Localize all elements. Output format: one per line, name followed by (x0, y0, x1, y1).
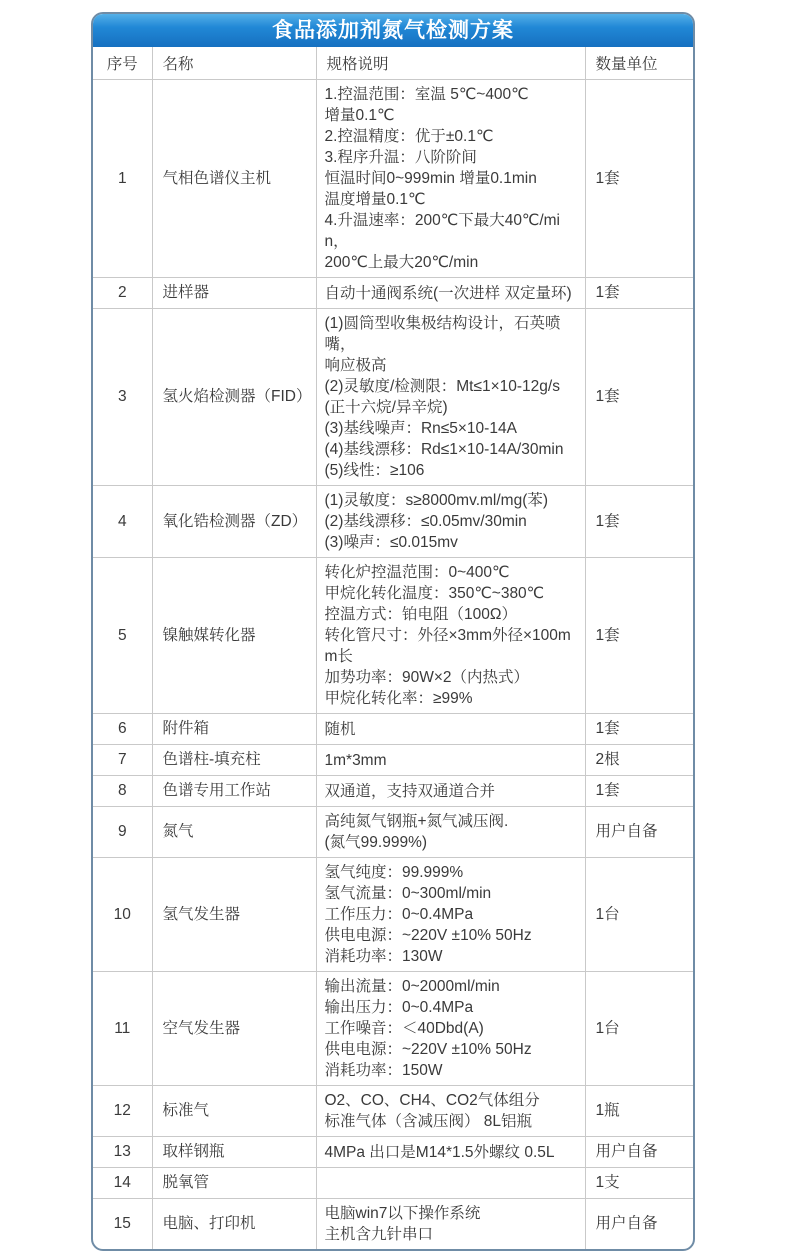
spec-line: (氮气99.999%) (324, 834, 428, 851)
spec-line: 200℃上最大20℃/min (324, 254, 479, 271)
cell-no: 15 (93, 1199, 152, 1250)
spec-line: 3.程序升温：八阶阶间 (324, 149, 477, 166)
cell-no: 14 (93, 1168, 152, 1199)
spec-line: 供电电源：~220V ±10% 50Hz (324, 927, 532, 944)
spec-line: 工作压力：0~0.4MPa (324, 906, 474, 923)
cell-qty: 2根 (585, 745, 693, 776)
cell-qty: 1套 (585, 558, 693, 714)
spec-line: 消耗功率：150W (324, 1062, 443, 1079)
cell-spec (316, 1137, 585, 1168)
table-row (93, 1168, 693, 1199)
spec-line: (1)灵敏度：s≥8000mv.ml/mg(苯) (324, 492, 549, 509)
cell-name: 附件箱 (152, 714, 316, 745)
table-row (93, 80, 693, 278)
table-row (93, 776, 693, 807)
cell-qty: 1套 (585, 776, 693, 807)
table-row (93, 1137, 693, 1168)
cell-spec (316, 858, 585, 972)
spec-line: 甲烷化转化温度：350℃~380℃ (324, 585, 545, 602)
column-header-qty: 数量单位 (585, 47, 693, 80)
header-row (93, 47, 693, 80)
cell-no: 4 (93, 486, 152, 558)
cell-no: 9 (93, 807, 152, 858)
cell-name: 电脑、打印机 (152, 1199, 316, 1250)
spec-line: O2、CO、CH4、CO2气体组分 (324, 1092, 540, 1109)
cell-spec (316, 972, 585, 1086)
cell-no: 13 (93, 1137, 152, 1168)
cell-name: 进样器 (152, 278, 316, 309)
document-title: 食品添加剂氮气检测方案 (272, 19, 514, 42)
spec-line: 转化炉控温范围：0~400℃ (324, 564, 510, 581)
cell-name: 色谱柱-填充柱 (152, 745, 316, 776)
cell-spec (316, 714, 585, 745)
column-header-name: 名称 (152, 47, 316, 80)
table-row (93, 714, 693, 745)
spec-line: 自动十通阀系统(一次进样 双定量环) (324, 284, 572, 302)
table-row (93, 486, 693, 558)
cell-spec (316, 309, 585, 486)
cell-name: 脱氧管 (152, 1168, 316, 1199)
spec-line: (2)灵敏度/检测限：Mt≤1×10-12g/s (324, 378, 560, 395)
cell-name: 空气发生器 (152, 972, 316, 1086)
table-header (93, 47, 693, 80)
cell-name: 氢气发生器 (152, 858, 316, 972)
title-bar (93, 14, 693, 47)
cell-name: 氢火焰检测器（FID） (152, 309, 316, 486)
cell-qty: 1套 (585, 278, 693, 309)
spec-line: (4)基线漂移：Rd≤1×10-14A/30min (324, 441, 564, 458)
spec-line: 电脑win7以下操作系统 (324, 1205, 481, 1222)
cell-spec (316, 486, 585, 558)
cell-name: 色谱专用工作站 (152, 776, 316, 807)
spec-line: 甲烷化转化率：≥99% (324, 690, 473, 707)
table-row (93, 858, 693, 972)
cell-qty: 用户自备 (585, 1137, 693, 1168)
spec-line: 增量0.1℃ (324, 107, 395, 124)
cell-name: 氮气 (152, 807, 316, 858)
table-body (93, 80, 693, 1250)
cell-spec (316, 776, 585, 807)
spec-line: (正十六烷/异辛烷) (324, 399, 448, 416)
spec-line: 加势功率：90W×2（内热式） (324, 669, 530, 686)
cell-qty: 1套 (585, 486, 693, 558)
spec-line: 供电电源：~220V ±10% 50Hz (324, 1041, 532, 1058)
spec-line: 4MPa 出口是M14*1.5外螺纹 0.5L (324, 1143, 555, 1161)
spec-line: 高纯氮气钢瓶+氮气减压阀. (324, 813, 509, 830)
spec-line: 消耗功率：130W (324, 948, 443, 965)
column-header-no: 序号 (93, 47, 152, 80)
column-header-spec: 规格说明 (316, 47, 585, 80)
cell-qty: 1套 (585, 309, 693, 486)
spec-line: (3)噪声：≤0.015mv (324, 534, 458, 551)
spec-line: 标准气体（含减压阀） 8L铝瓶 (324, 1113, 533, 1130)
spec-line: 双通道，支持双通道合并 (324, 782, 496, 800)
cell-no: 6 (93, 714, 152, 745)
cell-no: 2 (93, 278, 152, 309)
cell-spec (316, 1199, 585, 1250)
spec-line: 恒温时间0~999min 增量0.1min (324, 170, 537, 187)
cell-qty: 1支 (585, 1168, 693, 1199)
spec-line: (1)圆筒型收集极结构设计，石英喷嘴， (324, 315, 561, 353)
cell-spec (316, 1168, 585, 1199)
cell-name: 气相色谱仪主机 (152, 80, 316, 278)
spec-line: 响应极高 (324, 357, 387, 374)
cell-qty: 1套 (585, 714, 693, 745)
cell-spec (316, 745, 585, 776)
spec-line: 氢气流量：0~300ml/min (324, 885, 492, 902)
spec-line: 主机含九针串口 (324, 1226, 434, 1243)
spec-line: 4.升温速率：200℃下最大40℃/min， (324, 212, 561, 250)
cell-name: 标准气 (152, 1086, 316, 1137)
cell-spec (316, 558, 585, 714)
spec-line: 氢气纯度：99.999% (324, 864, 464, 881)
table-row (93, 1199, 693, 1250)
cell-no: 3 (93, 309, 152, 486)
cell-no: 1 (93, 80, 152, 278)
cell-qty: 用户自备 (585, 807, 693, 858)
spec-line: 输出流量：0~2000ml/min (324, 978, 500, 995)
spec-table (93, 47, 693, 1249)
spec-line: 工作噪音：＜40Dbd(A) (324, 1020, 484, 1037)
spec-line: 1.控温范围：室温 5℃~400℃ (324, 86, 529, 103)
cell-spec (316, 807, 585, 858)
spec-line: 转化管尺寸：外径×3mm外径×100mm长 (324, 627, 571, 665)
cell-no: 11 (93, 972, 152, 1086)
spec-line: (3)基线噪声：Rn≤5×10-14A (324, 420, 517, 437)
spec-sheet-card (91, 12, 695, 1251)
cell-qty: 1台 (585, 858, 693, 972)
cell-no: 10 (93, 858, 152, 972)
cell-no: 12 (93, 1086, 152, 1137)
cell-spec (316, 278, 585, 309)
table-row (93, 558, 693, 714)
spec-line: 2.控温精度：优于±0.1℃ (324, 128, 494, 145)
table-row (93, 1086, 693, 1137)
cell-qty: 1台 (585, 972, 693, 1086)
cell-qty: 用户自备 (585, 1199, 693, 1250)
spec-line: (2)基线漂移：≤0.05mv/30min (324, 513, 527, 530)
spec-line: 1m*3mm (324, 751, 387, 769)
spec-line: 随机 (324, 720, 356, 738)
cell-name: 镍触媒转化器 (152, 558, 316, 714)
table-row (93, 972, 693, 1086)
table-row (93, 309, 693, 486)
table-row (93, 745, 693, 776)
cell-spec (316, 1086, 585, 1137)
cell-qty: 1瓶 (585, 1086, 693, 1137)
cell-no: 5 (93, 558, 152, 714)
spec-line: 输出压力：0~0.4MPa (324, 999, 474, 1016)
cell-name: 氧化锆检测器（ZD） (152, 486, 316, 558)
spec-line: 控温方式：铂电阻（100Ω） (324, 606, 517, 623)
cell-name: 取样钢瓶 (152, 1137, 316, 1168)
spec-line: (5)线性：≥106 (324, 462, 425, 479)
table-row (93, 807, 693, 858)
cell-no: 7 (93, 745, 152, 776)
spec-line: 温度增量0.1℃ (324, 191, 426, 208)
cell-qty: 1套 (585, 80, 693, 278)
cell-no: 8 (93, 776, 152, 807)
cell-spec (316, 80, 585, 278)
table-row (93, 278, 693, 309)
